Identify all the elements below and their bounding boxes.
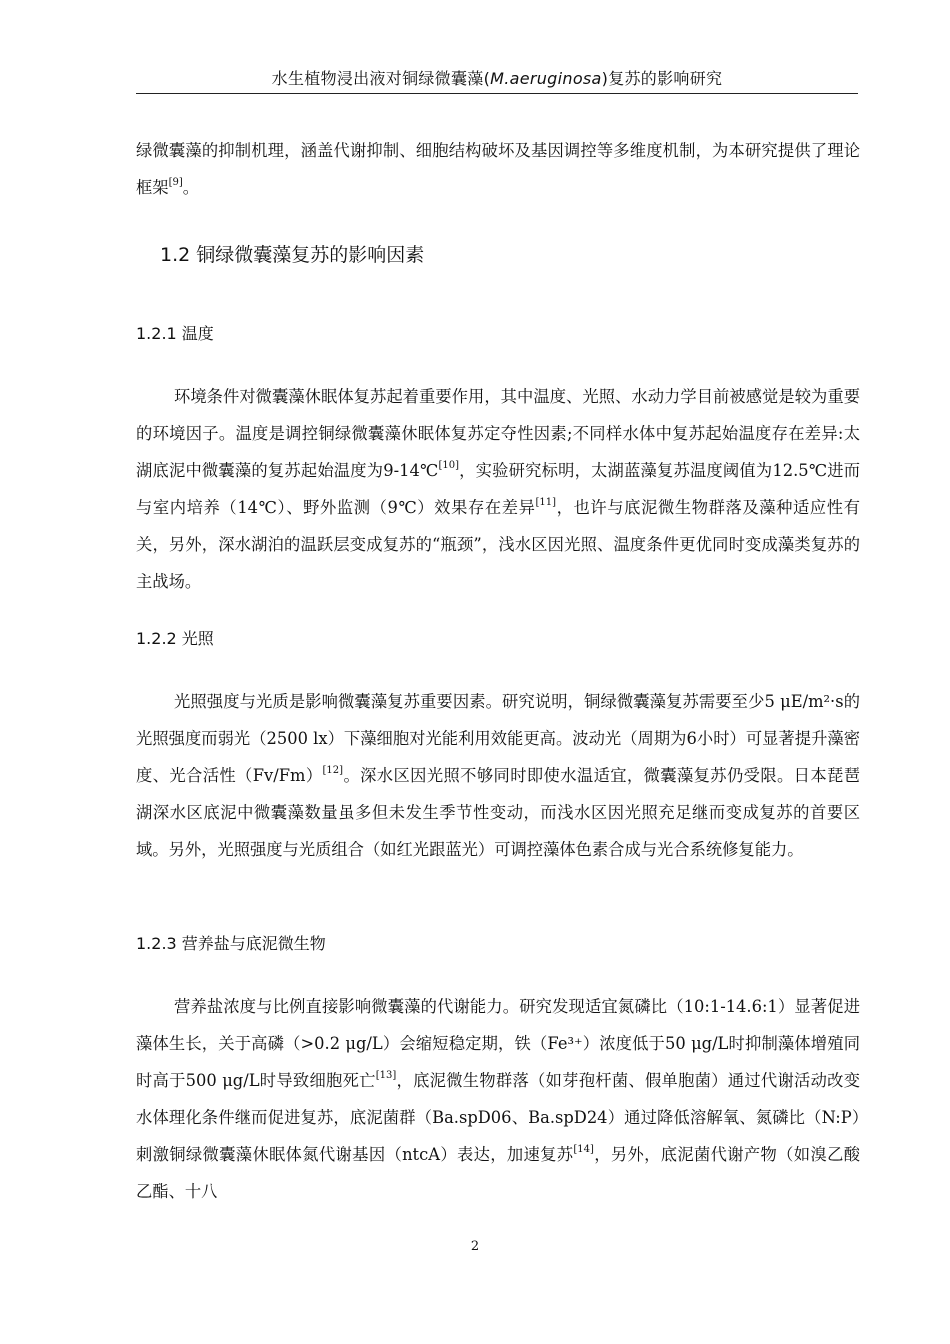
running-header (136, 66, 858, 94)
subsection-heading-1-2-2: 1.2.2 光照 (136, 629, 214, 648)
citation-9: [9] (168, 177, 183, 188)
paragraph-nutrients-part2: ，底泥微生物群落（如芽孢杆菌、假单胞菌）通过代谢活动改变水体理化条件继而促进复苏，底泥菌群（Ba.spD06、Ba.spD24）通过降低溶解氧、氮磷比（N:P）刺激铜绿微囊藻休眠体氮代谢基因（ntcA）表达，加速复苏 (136, 1071, 860, 1164)
citation-11: [11] (535, 497, 557, 508)
paragraph-temperature-part1: 环境条件对微囊藻休眠体复苏起着重要作用，其中温度、光照、水动力学目前被感觉是较为重要的环境因子。温度是调控铜绿微囊藻休眠体复苏定夺性因素;不同样水体中复苏起始温度存在差异:太湖底泥中微囊藻的复苏起始温度为9-14℃ (136, 387, 860, 480)
citation-12: [12] (322, 765, 344, 776)
paragraph-light (136, 683, 860, 868)
intro-paragraph-text: 绿微囊藻的抑制机理，涵盖代谢抑制、细胞结构破坏及基因调控等多维度机制，为本研究提供了理论框架 (136, 141, 860, 197)
paragraph-nutrients (136, 988, 860, 1210)
paragraph-temperature-part3: ，也许与底泥微生物群落及藻种适应性有关，另外，深水湖泊的温跃层变成复苏的“瓶颈”，浅水区因光照、温度条件更优同时变成藻类复苏的主战场。 (136, 498, 860, 591)
citation-10: [10] (438, 460, 459, 471)
paragraph-nutrients-part1: 营养盐浓度与比例直接影响微囊藻的代谢能力。研究发现适宜氮磷比（10:1-14.6:1）显著促进藻体生长，关于高磷（>0.2 μg/L）会缩短稳定期，铁（Fe³⁺）浓度低于50 μg/L时抑制藻体增殖同时高于500 μg/L时导致细胞死亡 (136, 997, 860, 1090)
paragraph-light-part1: 光照强度与光质是影响微囊藻复苏重要因素。研究说明，铜绿微囊藻复苏需要至少5 μE/m²·s的光照强度而弱光（2500 lx）下藻细胞对光能利用效能更高。波动光（周期为6小时）可显著提升藻密度、光合活性（Fv/Fm） (136, 692, 860, 785)
header-title-suffix: )复苏的影响研究 (601, 69, 723, 88)
subsection-heading-1-2-3: 1.2.3 营养盐与底泥微生物 (136, 934, 326, 953)
paragraph-temperature-part2: ，实验研究标明，太湖蓝藻复苏温度阈值为12.5℃进而与室内培养（14℃）、野外监测（9℃）效果存在差异 (136, 461, 861, 517)
paragraph-light-part2: 。深水区因光照不够同时即使水温适宜，微囊藻复苏仍受限。日本琵琶湖深水区底泥中微囊藻数量虽多但未发生季节性变动，而浅水区因光照充足继而变成复苏的首要区域。另外，光照强度与光质组合（如红光跟蓝光）可调控藻体色素合成与光合系统修复能力。 (136, 766, 860, 859)
intro-paragraph (136, 132, 860, 206)
paragraph-nutrients-part3: ，另外，底泥菌代谢产物（如溴乙酸乙酯、十八 (136, 1145, 860, 1201)
header-title-species: M.aeruginosa (490, 69, 602, 88)
header-title-prefix: 水生植物浸出液对铜绿微囊藻( (271, 69, 491, 88)
section-heading-1-2: 1.2 铜绿微囊藻复苏的影响因素 (160, 244, 425, 266)
citation-13: [13] (375, 1070, 397, 1081)
intro-paragraph-end: 。 (182, 178, 200, 197)
page-number: 2 (470, 1239, 480, 1254)
subsection-heading-1-2-1: 1.2.1 温度 (136, 324, 214, 343)
paragraph-temperature (136, 378, 860, 600)
citation-14: [14] (573, 1144, 594, 1155)
